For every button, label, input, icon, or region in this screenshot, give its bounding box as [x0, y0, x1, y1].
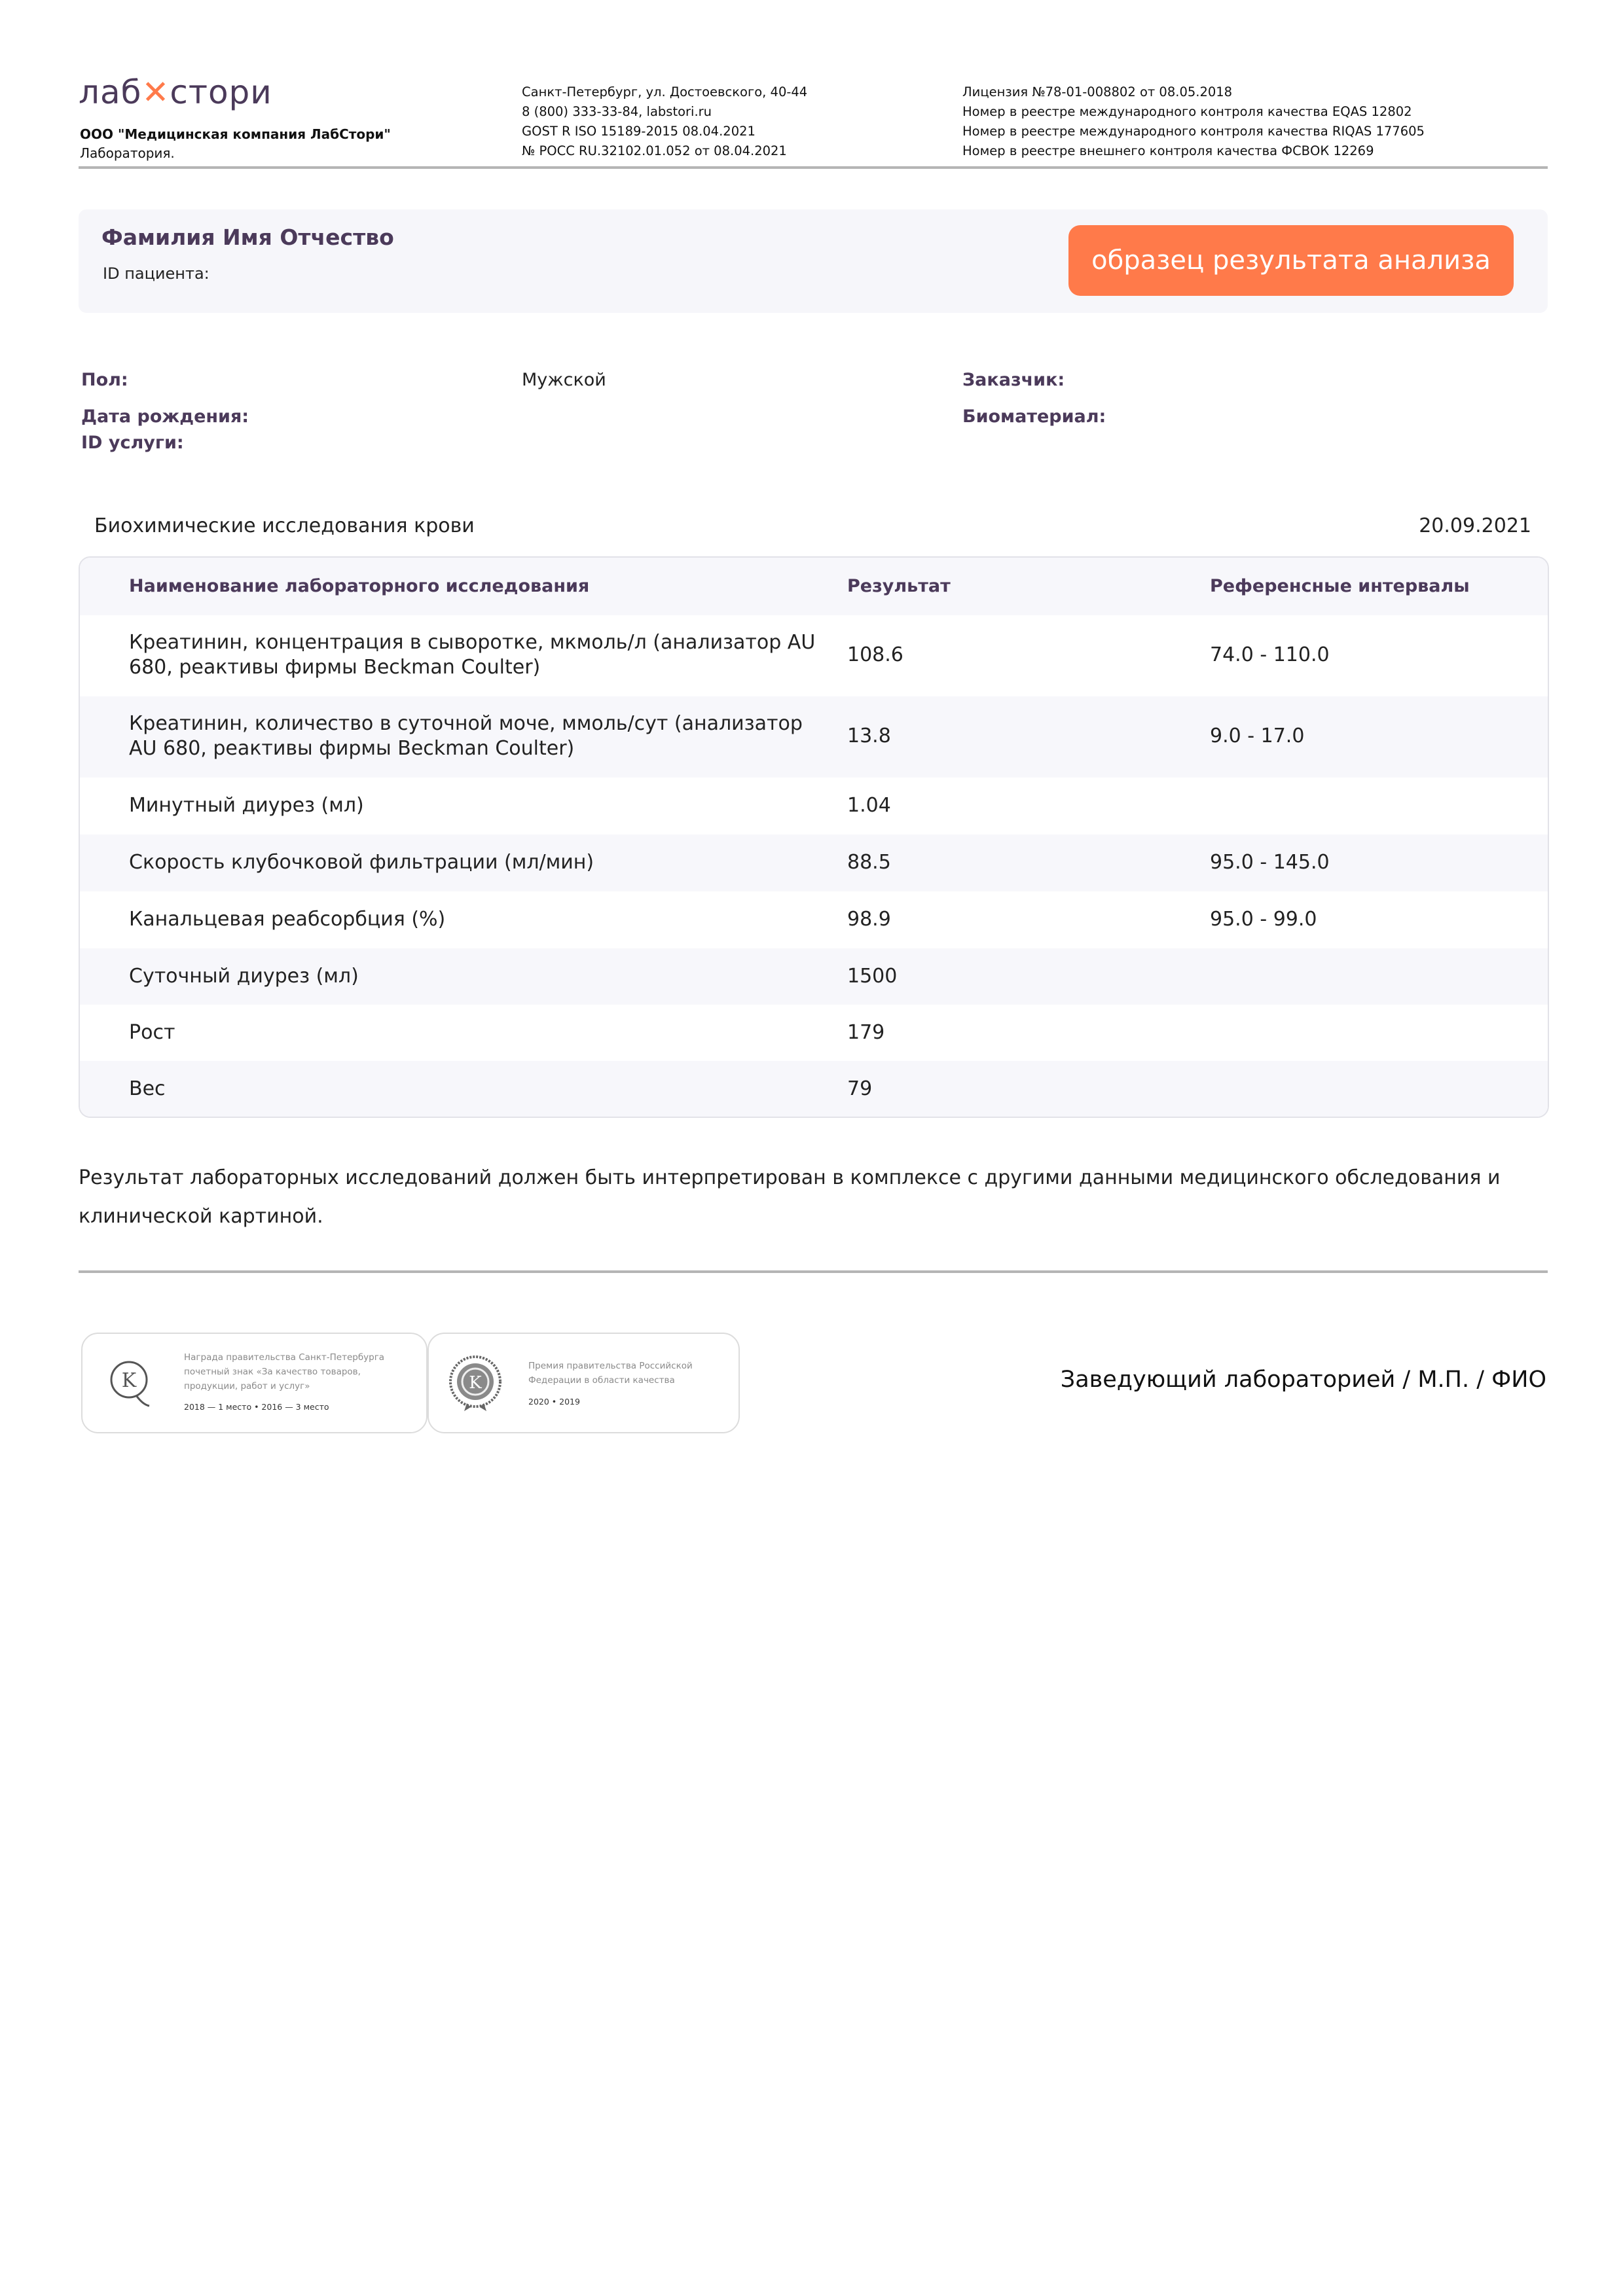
- test-result: 179: [847, 1021, 885, 1044]
- results-table: [79, 556, 1549, 1118]
- svg-text:K: K: [121, 1369, 137, 1392]
- test-name: Минутный диурез (мл): [129, 794, 364, 817]
- license-fsvok: Номер в реестре внешнего контроля качества ФСВОК 12269: [962, 143, 1374, 158]
- biomaterial-label: Биоматериал:: [962, 406, 1106, 427]
- section-title: Биохимические исследования крови: [94, 514, 475, 537]
- sex-value: Мужской: [522, 370, 606, 390]
- test-reference: 9.0 - 17.0: [1210, 725, 1305, 747]
- contact-gost: GOST R ISO 15189-2015 08.04.2021: [522, 124, 756, 139]
- test-result: 88.5: [847, 851, 891, 874]
- test-name: Канальцевая реабсорбция (%): [129, 908, 446, 931]
- license-riqas: Номер в реестре международного контроля качества RIQAS 177605: [962, 124, 1425, 139]
- test-name: Рост: [129, 1021, 175, 1044]
- table-header-row: [80, 558, 1548, 615]
- table-row: [80, 891, 1548, 948]
- licenses-block: [962, 82, 1425, 161]
- sample-result-button[interactable]: образец результата анализа: [1068, 225, 1514, 296]
- test-reference: 95.0 - 99.0: [1210, 908, 1317, 931]
- test-name: Вес: [129, 1077, 166, 1100]
- section-date: 20.09.2021: [1419, 514, 1531, 537]
- test-result: 1.04: [847, 794, 891, 817]
- contact-phone-site: 8 (800) 333-33-84, labstori.ru: [522, 104, 712, 119]
- award-years: 2018 — 1 место • 2016 — 3 место: [184, 1402, 329, 1412]
- service-id-label: ID услуги:: [81, 433, 184, 453]
- logo-left: лаб: [79, 73, 142, 111]
- test-name: Креатинин, концентрация в сыворотке, мкмоль/л (анализатор AU 680, реактивы фирмы Beckman Coulter): [129, 631, 816, 679]
- award-text: Премия правительства Российской Федерации в области качества: [528, 1361, 693, 1386]
- test-reference: 74.0 - 110.0: [1210, 643, 1330, 666]
- header-divider: [79, 166, 1548, 169]
- table-row: [80, 1061, 1548, 1117]
- company-name: ООО "Медицинская компания ЛабСтори": [80, 126, 391, 142]
- labstori-logo: [79, 73, 272, 111]
- footer-divider: [79, 1270, 1548, 1273]
- header-reference: Референсные интервалы: [1210, 576, 1470, 596]
- table-row: [80, 1005, 1548, 1061]
- sex-label: Пол:: [81, 370, 128, 390]
- contact-ross: № РОСС RU.32102.01.052 от 08.04.2021: [522, 143, 787, 158]
- test-result: 79: [847, 1077, 873, 1100]
- award-text: Награда правительства Санкт-Петербурга почетный знак «За качество товаров, продукции, работ и услуг»: [184, 1352, 385, 1391]
- quality-mark-icon: [107, 1356, 151, 1412]
- company-subtitle: Лаборатория.: [80, 145, 175, 161]
- patient-name: Фамилия Имя Отчество: [101, 224, 394, 250]
- table-row: [80, 778, 1548, 834]
- table-row: [80, 834, 1548, 891]
- test-result: 98.9: [847, 908, 891, 931]
- award-card-rf: [428, 1333, 740, 1433]
- logo-mark-icon: ✕: [141, 73, 170, 111]
- signature-line: Заведующий лабораторией / М.П. / ФИО: [1060, 1367, 1546, 1393]
- patient-id-label: ID пациента:: [103, 264, 210, 283]
- test-name: Суточный диурез (мл): [129, 965, 359, 988]
- contact-address: Санкт-Петербург, ул. Достоевского, 40-44: [522, 84, 808, 99]
- license-eqas: Номер в реестре международного контроля качества EQAS 12802: [962, 104, 1412, 119]
- logo-right: стори: [170, 73, 272, 111]
- test-result: 1500: [847, 965, 898, 988]
- test-reference: 95.0 - 145.0: [1210, 851, 1330, 874]
- test-result: 13.8: [847, 725, 891, 747]
- test-name: Скорость клубочковой фильтрации (мл/мин): [129, 851, 594, 874]
- header-test-name: Наименование лабораторного исследования: [129, 576, 590, 596]
- license-number: Лицензия №78-01-008802 от 08.05.2018: [962, 84, 1233, 99]
- header-result: Результат: [847, 576, 951, 596]
- award-years: 2020 • 2019: [528, 1397, 580, 1407]
- award-card-spb: [81, 1333, 428, 1433]
- quality-medal-icon: [447, 1354, 503, 1412]
- interpretation-note: Результат лабораторных исследований должен быть интерпретирован в комплексе с другими данными медицинского обследования и клинической картиной.: [79, 1166, 1501, 1228]
- customer-label: Заказчик:: [962, 370, 1065, 390]
- svg-text:K: K: [469, 1373, 482, 1393]
- test-name: Креатинин, количество в суточной моче, ммоль/сут (анализатор AU 680, реактивы фирмы Beckman Coulter): [129, 712, 803, 760]
- table-row: [80, 948, 1548, 1005]
- contacts-block: [522, 82, 807, 161]
- birth-date-label: Дата рождения:: [81, 406, 249, 427]
- table-row: [80, 696, 1548, 778]
- test-result: 108.6: [847, 643, 903, 666]
- table-row: [80, 615, 1548, 696]
